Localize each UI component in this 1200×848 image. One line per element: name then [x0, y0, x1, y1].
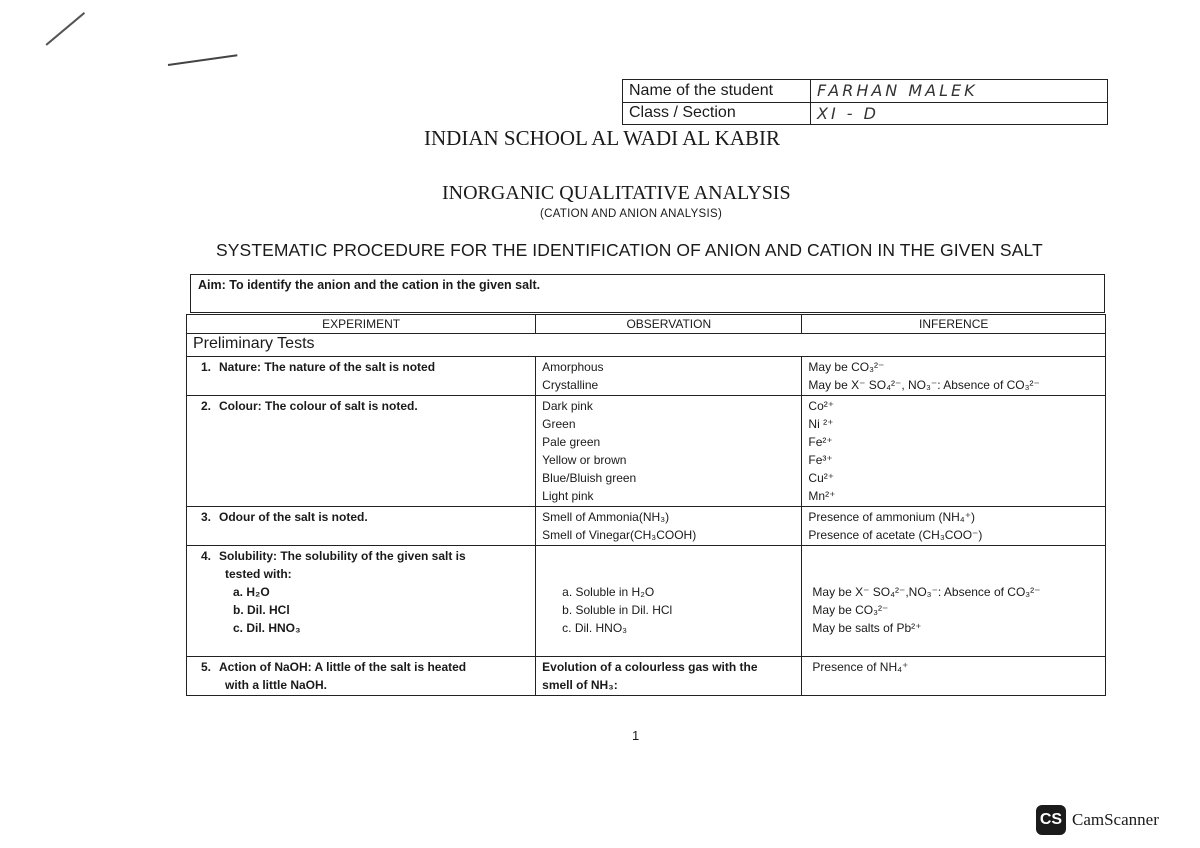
column-header: EXPERIMENT [187, 315, 536, 334]
inference-item: May be X⁻ SO₄²⁻, NO₃⁻: Absence of CO₃²⁻ [808, 378, 1040, 392]
sub-item: b. Dil. HCl [233, 603, 290, 617]
class-label: Class / Section [623, 102, 811, 125]
observation-item: a. Soluble in H₂O [562, 584, 655, 599]
experiment-text: Colour: The colour of salt is noted. [219, 399, 418, 413]
observation-item: Dark pink [542, 399, 593, 413]
inference-item: Fe³⁺ [808, 453, 833, 467]
inference-item: May be CO₃²⁻ [812, 602, 889, 617]
experiment-text: Odour of the salt is noted. [219, 510, 368, 524]
observation-cell [536, 657, 802, 696]
inference-item: May be salts of Pb²⁺ [812, 620, 922, 635]
spacer [193, 637, 529, 655]
observation-item: Crystalline [542, 378, 599, 392]
observation-item: Amorphous [542, 360, 604, 374]
experiment-text: Solubility: The solubility of the given salt is [219, 549, 466, 563]
observation-item: Yellow or brown [542, 453, 627, 467]
table-row [187, 396, 1106, 507]
aim-box [190, 274, 1105, 313]
inference-cell [802, 657, 1106, 696]
observation-item: Smell of Ammonia(NH₃) [542, 510, 670, 524]
observation-item: smell of NH₃: [542, 678, 618, 692]
row-number: 3. [200, 510, 211, 524]
inference-item: Presence of ammonium (NH₄⁺) [808, 510, 976, 524]
inference-item: Co²⁺ [808, 399, 835, 413]
observation-cell [536, 507, 802, 546]
experiment-text: Nature: The nature of the salt is noted [219, 360, 436, 374]
experiment-text-cont: with a little NaOH. [225, 678, 328, 692]
row-number: 5. [200, 660, 211, 674]
camscanner-watermark: CamScanner [1072, 810, 1159, 829]
table-header-row [187, 315, 1106, 334]
observation-item: Blue/Bluish green [542, 471, 637, 485]
observation-item: Smell of Vinegar(CH₃COOH) [542, 528, 697, 542]
experiment-text: Action of NaOH: A little of the salt is heated [219, 660, 467, 674]
inference-item: Presence of acetate (CH₃COO⁻) [808, 528, 983, 542]
row-number: 4. [200, 549, 211, 563]
experiment-text-cont: tested with: [225, 567, 292, 581]
class-value: XI - D [811, 102, 1108, 125]
document-subtitle: (CATION AND ANION ANALYSIS) [540, 208, 723, 220]
document-title: INORGANIC QUALITATIVE ANALYSIS [442, 182, 791, 204]
table-row [187, 507, 1106, 546]
inference-item: Presence of NH₄⁺ [812, 660, 909, 674]
camscanner-logo-icon: CS [1036, 805, 1066, 835]
experiment-cell [187, 396, 536, 507]
analysis-table [186, 314, 1106, 696]
school-name: INDIAN SCHOOL AL WADI AL KABIR [424, 126, 781, 150]
row-number: 1. [200, 360, 211, 374]
observation-item: Green [542, 417, 576, 431]
section-row [187, 334, 1106, 357]
student-info-table [622, 79, 1108, 125]
page-number: 1 [632, 728, 640, 743]
aim-text: Aim: To identify the anion and the cation in the given salt. [198, 278, 541, 292]
inference-cell [802, 546, 1106, 657]
name-label: Name of the student [623, 80, 811, 103]
name-value: FARHAN MALEK [811, 80, 1108, 103]
table-row [187, 357, 1106, 396]
inference-item: Fe²⁺ [808, 435, 833, 449]
table-row [187, 657, 1106, 696]
row-number: 2. [200, 399, 211, 413]
inference-item: Ni ²⁺ [808, 417, 834, 431]
inference-cell [802, 507, 1106, 546]
observation-cell [536, 396, 802, 507]
table-row [187, 546, 1106, 657]
scan-mark [46, 12, 85, 45]
observation-item: Evolution of a colourless gas with the [542, 660, 758, 674]
experiment-cell [187, 546, 536, 657]
section-title: Preliminary Tests [187, 334, 1106, 357]
sub-item: a. H₂O [233, 585, 270, 599]
procedure-heading: SYSTEMATIC PROCEDURE FOR THE IDENTIFICATION OF ANION AND CATION IN THE GIVEN SALT [216, 240, 1043, 260]
inference-item: May be CO₃²⁻ [808, 360, 885, 374]
inference-item: Mn²⁺ [808, 489, 836, 503]
observation-cell [536, 357, 802, 396]
inference-cell [802, 396, 1106, 507]
observation-item: Light pink [542, 489, 594, 503]
inference-item: Cu²⁺ [808, 471, 835, 485]
inference-cell [802, 357, 1106, 396]
inference-item: May be X⁻ SO₄²⁻,NO₃⁻: Absence of CO₃²⁻ [812, 584, 1041, 599]
scan-mark [168, 54, 238, 66]
observation-cell [536, 546, 802, 657]
sub-item: c. Dil. HNO₃ [233, 621, 301, 635]
column-header: INFERENCE [802, 315, 1106, 334]
experiment-cell [187, 357, 536, 396]
observation-item: b. Soluble in Dil. HCl [562, 602, 673, 617]
observation-item: c. Dil. HNO₃ [562, 620, 628, 635]
observation-item: Pale green [542, 435, 601, 449]
experiment-cell [187, 507, 536, 546]
experiment-cell [187, 657, 536, 696]
column-header: OBSERVATION [536, 315, 802, 334]
